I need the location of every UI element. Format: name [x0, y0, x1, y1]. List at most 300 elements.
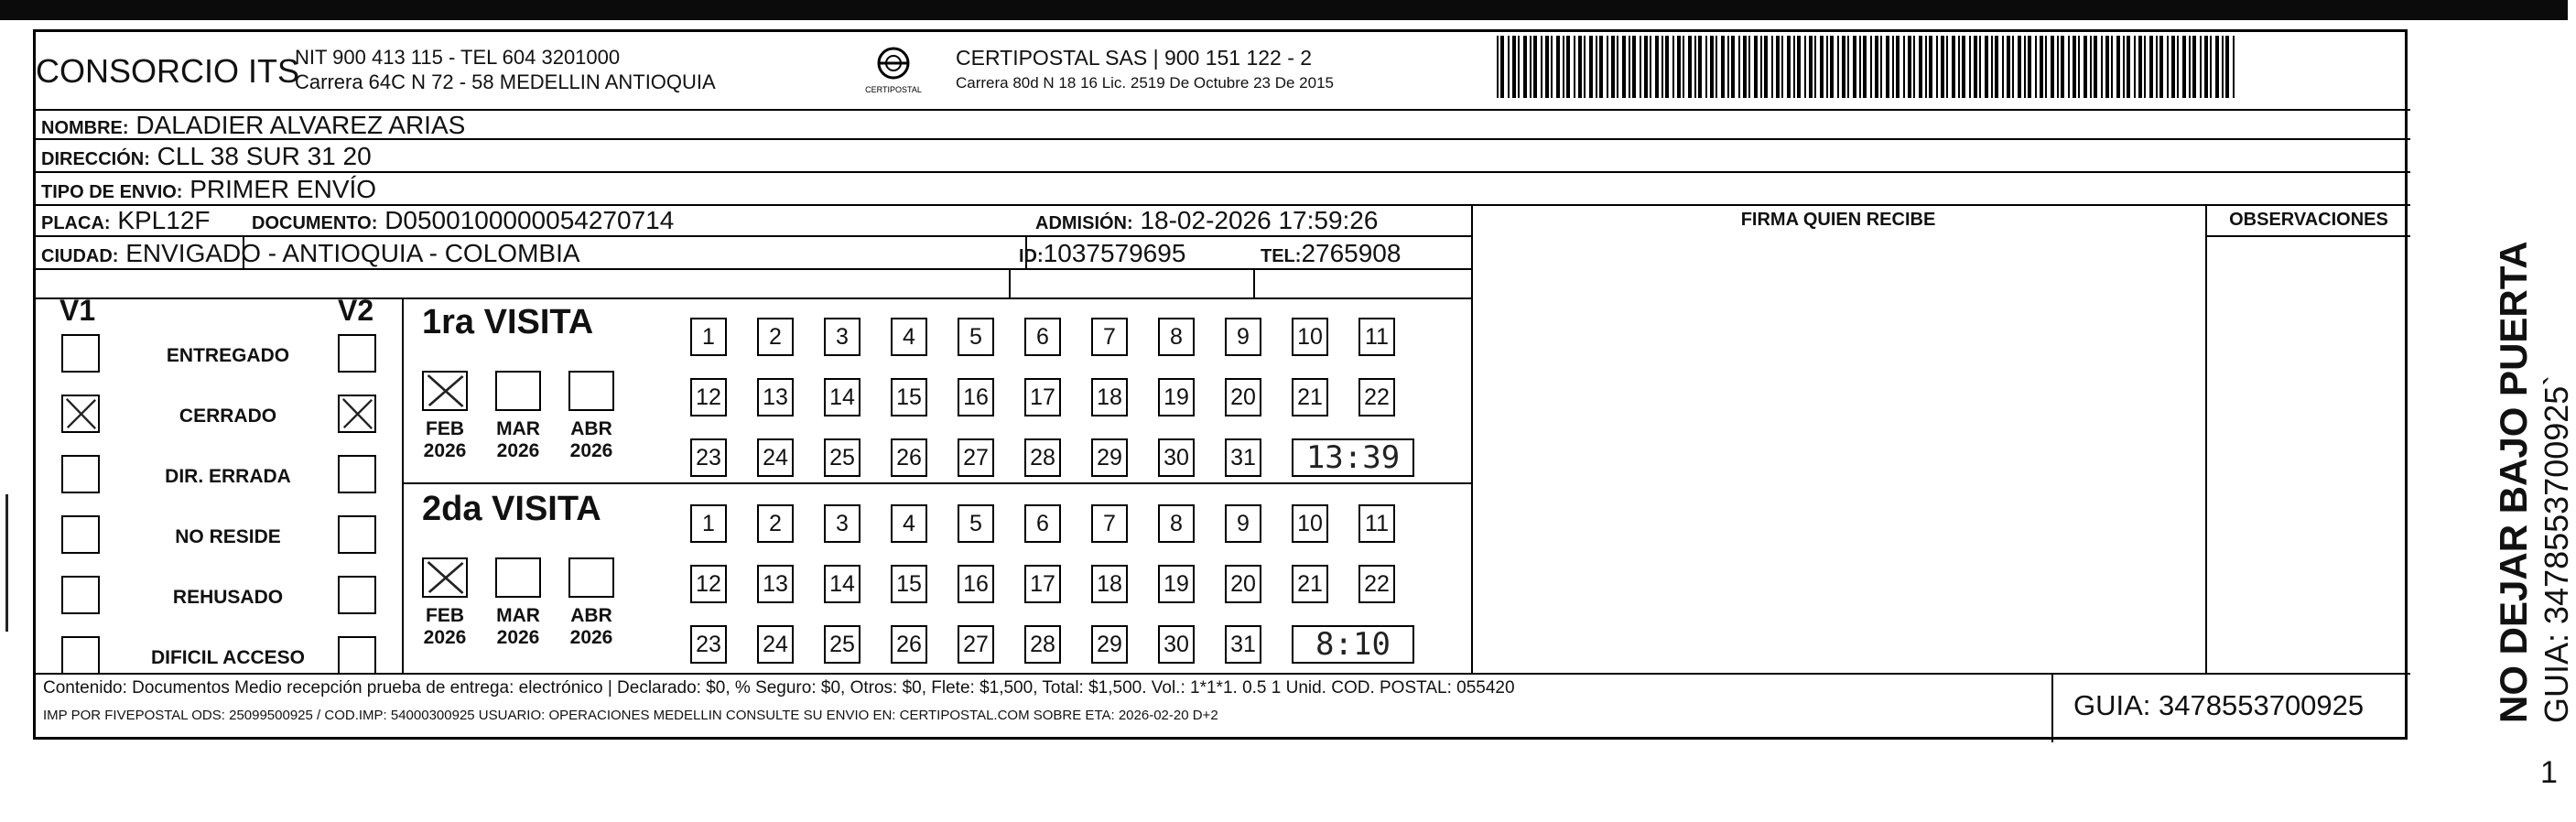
month-checkbox[interactable]	[495, 371, 541, 411]
firma-header: FIRMA QUIEN RECIBE	[1740, 210, 1936, 230]
barcode-bar	[1826, 36, 1828, 98]
day-box[interactable]: 30	[1158, 438, 1195, 477]
month-name: ABR	[570, 418, 612, 439]
barcode-bar	[1771, 36, 1773, 98]
barcode-bar	[1578, 36, 1582, 98]
day-box[interactable]: 4	[891, 318, 927, 356]
v2-checkbox[interactable]	[338, 455, 376, 493]
logo-lettering: CERTIPOSTAL	[865, 85, 922, 94]
barcode-bar	[1694, 36, 1696, 98]
barcode-bar	[2222, 36, 2224, 98]
barcode-bar	[2090, 36, 2092, 98]
barcode-bar	[1875, 36, 1878, 98]
day-box[interactable]: 7	[1091, 318, 1128, 356]
day-box[interactable]: 31	[1225, 625, 1261, 664]
barcode-bar	[1870, 36, 1872, 98]
barcode-bar	[1599, 36, 1603, 98]
barcode-bar	[2045, 36, 2047, 98]
day-box[interactable]: 29	[1091, 625, 1128, 664]
barcode-bar	[1814, 36, 1816, 98]
barcode-bar	[1880, 36, 1882, 98]
placa-field	[41, 206, 211, 238]
v1-checkbox[interactable]	[61, 636, 100, 675]
visit-time: 8:10	[1292, 625, 1414, 664]
barcode-bar	[1941, 36, 1944, 98]
month-name: ABR	[570, 605, 612, 626]
barcode-bar	[1661, 36, 1663, 98]
barcode-bar	[1632, 36, 1636, 98]
month-label	[561, 418, 622, 462]
day-box[interactable]: 3	[824, 318, 860, 356]
barcode-bar	[1574, 36, 1575, 98]
certipostal-logo	[860, 41, 927, 100]
barcode-bar	[1787, 36, 1791, 98]
month-year: 2026	[569, 627, 613, 648]
barcode-bar	[1929, 36, 1932, 98]
barcode-bar	[1952, 36, 1955, 98]
handwritten-x-mark	[63, 396, 98, 431]
v1-checkbox[interactable]	[61, 455, 100, 493]
day-box[interactable]: 14	[824, 565, 860, 603]
v1-checkbox[interactable]	[61, 576, 100, 614]
top-border-bar	[0, 0, 2568, 20]
barcode-bar	[1958, 36, 1960, 98]
barcode-bar	[1497, 36, 1499, 98]
ciudad-value: ENVIGADO - ANTIOQUIA - COLOMBIA	[125, 239, 580, 267]
barcode-bar	[1721, 36, 1725, 98]
barcode-bar	[1896, 36, 1900, 98]
day-box[interactable]: 26	[891, 438, 927, 477]
barcode-bar	[2028, 36, 2031, 98]
day-box[interactable]: 5	[958, 504, 994, 543]
barcode-bar	[1727, 36, 1729, 98]
barcode-bar	[1863, 36, 1867, 98]
placa-label: PLACA:	[41, 213, 111, 233]
barcode-bar	[1936, 36, 1938, 98]
barcode-bar	[1644, 36, 1648, 98]
day-box[interactable]: 17	[1024, 565, 1061, 603]
barcode-bar	[1677, 36, 1681, 98]
month-year: 2026	[423, 440, 467, 461]
day-box[interactable]: 29	[1091, 438, 1128, 477]
rule	[1253, 268, 1255, 297]
day-box[interactable]: 3	[824, 504, 860, 543]
company-info	[295, 45, 716, 94]
v1-checkbox[interactable]	[61, 334, 100, 373]
print-info-line: IMP POR FIVEPOSTAL ODS: 25099500925 / COD.IMP: 54000300925 USUARIO: OPERACIONES MEDELLIN CONSULTE SU ENVIO EN: CERTIPOSTAL.COM SOBRE ETA: 2026-02-20 D+2	[43, 708, 1218, 723]
company-name: CONSORCIO ITS	[36, 52, 300, 90]
barcode-bar	[1925, 36, 1927, 98]
day-box[interactable]: 21	[1292, 565, 1328, 603]
v2-header: V2	[338, 294, 374, 327]
barcode-bar	[1566, 36, 1570, 98]
state-label: CERRADO	[179, 406, 277, 427]
barcode-bar	[1946, 36, 1948, 98]
day-box[interactable]: 25	[824, 625, 860, 664]
barcode-bar	[1892, 36, 1894, 98]
barcode-bar	[1995, 36, 1998, 98]
day-box[interactable]: 2	[757, 504, 794, 543]
rule	[36, 297, 1471, 299]
v1-header: V1	[60, 294, 96, 327]
month-checkbox[interactable]	[422, 557, 468, 598]
handwritten-x-mark	[424, 373, 466, 409]
month-label	[415, 605, 475, 649]
month-name: MAR	[496, 605, 540, 626]
day-box[interactable]: 25	[824, 438, 860, 477]
barcode-bar	[1748, 36, 1750, 98]
day-box[interactable]: 9	[1225, 504, 1261, 543]
barcode-bar	[2094, 36, 2097, 98]
id-field	[1019, 239, 1185, 271]
month-year: 2026	[423, 627, 467, 648]
certipostal-address: Carrera 80d N 18 16 Lic. 2519 De Octubre 23 De 2015	[956, 74, 1334, 92]
barcode-bar	[1589, 36, 1593, 98]
rule	[36, 171, 2410, 173]
day-box[interactable]: 15	[891, 378, 927, 416]
day-box[interactable]: 1	[690, 504, 727, 543]
barcode-bar	[2035, 36, 2037, 98]
day-box[interactable]: 22	[1358, 378, 1395, 416]
observaciones-header: OBSERVACIONES	[2229, 210, 2388, 230]
day-box[interactable]: 19	[1158, 565, 1195, 603]
day-box[interactable]: 16	[958, 378, 994, 416]
barcode-bar	[2007, 36, 2010, 98]
month-name: FEB	[426, 605, 464, 626]
month-checkbox[interactable]	[568, 557, 614, 598]
month-label	[415, 418, 475, 462]
barcode-bar	[2189, 36, 2191, 98]
v2-checkbox[interactable]	[338, 334, 376, 373]
month-label	[561, 605, 622, 649]
day-box[interactable]: 30	[1158, 625, 1195, 664]
day-box[interactable]: 14	[824, 378, 860, 416]
barcode-bar	[1903, 36, 1905, 98]
barcode-bar	[1500, 36, 1504, 98]
nombre-field	[41, 111, 465, 143]
day-box[interactable]: 22	[1358, 565, 1395, 603]
barcode-bar	[1655, 36, 1659, 98]
day-box[interactable]: 18	[1091, 378, 1128, 416]
barcode-bar	[2116, 36, 2120, 98]
day-box[interactable]: 7	[1091, 504, 1128, 543]
month-label	[488, 605, 548, 649]
barcode-bar	[1919, 36, 1922, 98]
day-box[interactable]: 18	[1091, 565, 1128, 603]
barcode-bar	[1563, 36, 1564, 98]
day-box[interactable]: 28	[1024, 438, 1061, 477]
rule	[1009, 268, 1011, 297]
form-header	[36, 32, 2405, 109]
barcode-bar	[2040, 36, 2043, 98]
day-box[interactable]: 10	[1292, 504, 1328, 543]
barcode-bar	[1962, 36, 1965, 98]
barcode-bar	[1738, 36, 1740, 98]
day-box[interactable]: 11	[1358, 318, 1395, 356]
admision-value: 18-02-2026 17:59:26	[1140, 206, 1379, 234]
v2-checkbox[interactable]	[338, 515, 376, 554]
barcode-bar	[2078, 36, 2080, 98]
tipo-field	[41, 175, 376, 207]
v2-checkbox[interactable]	[338, 576, 376, 614]
barcode-bar	[1776, 36, 1780, 98]
barcode-bar	[1985, 36, 1988, 98]
company-nit: NIT 900 413 115 - TEL 604 3201000	[295, 46, 621, 69]
month-year: 2026	[569, 440, 613, 461]
month-checkbox[interactable]	[495, 557, 541, 598]
barcode-bar	[2105, 36, 2109, 98]
tel-value: 2765908	[1301, 239, 1402, 267]
day-box[interactable]: 12	[690, 378, 727, 416]
barcode-bar	[2068, 36, 2070, 98]
admision-label: ADMISIÓN:	[1035, 213, 1133, 233]
day-box[interactable]: 9	[1225, 318, 1261, 356]
day-box[interactable]: 28	[1024, 625, 1061, 664]
day-box[interactable]: 31	[1225, 438, 1261, 477]
month-name: FEB	[426, 418, 464, 439]
day-box[interactable]: 23	[690, 438, 727, 477]
handwritten-x-mark	[340, 396, 374, 431]
barcode-bar	[2084, 36, 2087, 98]
month-checkbox[interactable]	[568, 371, 614, 411]
barcode-bar	[1969, 36, 1971, 98]
tipo-label: TIPO DE ENVIO:	[41, 182, 183, 202]
visit-title: 1ra VISITA	[422, 303, 594, 341]
barcode-bar	[1908, 36, 1911, 98]
barcode-bar	[1611, 36, 1615, 98]
barcode-bar	[1518, 36, 1520, 98]
no-dejar-warning: NO DEJAR BAJO PUERTA	[2492, 241, 2535, 723]
barcode-bar	[1913, 36, 1915, 98]
barcode-bar	[1508, 36, 1510, 98]
barcode-bar	[2002, 36, 2004, 98]
month-year: 2026	[496, 440, 540, 461]
barcode-bar	[1716, 36, 1717, 98]
day-box[interactable]: 13	[757, 378, 794, 416]
barcode-bar	[1617, 36, 1618, 98]
barcode-bar	[1886, 36, 1889, 98]
barcode-bar	[2101, 36, 2103, 98]
state-label: REHUSADO	[172, 587, 284, 608]
barcode-bar	[1688, 36, 1692, 98]
side-guia-number: GUIA: 3478553700925`	[2538, 374, 2575, 723]
barcode-bar	[1837, 36, 1839, 98]
barcode-bar	[2111, 36, 2113, 98]
barcode-bar	[1830, 36, 1834, 98]
state-label: ENTREGADO	[166, 345, 290, 366]
v2-checkbox[interactable]	[338, 395, 376, 433]
day-box[interactable]: 26	[891, 625, 927, 664]
barcode-bar	[1533, 36, 1537, 98]
contents-line: Contenido: Documentos Medio recepción prueba de entrega: electrónico | Declarado: $0, % Seguro: $0, Otros: $0, Flete: $1,500, Total: $1,500. Vol.: 1*1*1. 0.5 1 Unid. COD. POSTAL: 055420	[43, 678, 1515, 698]
barcode-bar	[2215, 36, 2219, 98]
visit-time: 13:39	[1292, 438, 1414, 477]
barcode-bar	[1760, 36, 1762, 98]
day-box[interactable]: 5	[958, 318, 994, 356]
day-box[interactable]: 8	[1158, 318, 1195, 356]
day-box[interactable]: 24	[757, 438, 794, 477]
tipo-value: PRIMER ENVÍO	[189, 175, 377, 203]
direccion-label: DIRECCIÓN:	[41, 149, 150, 169]
barcode-bar	[1551, 36, 1553, 98]
v2-checkbox[interactable]	[338, 636, 376, 675]
barcode-bar	[2127, 36, 2130, 98]
day-box[interactable]: 27	[958, 438, 994, 477]
barcode-bar	[2156, 36, 2158, 98]
guia-number: GUIA: 3478553700925	[2073, 689, 2365, 721]
day-box[interactable]: 27	[958, 625, 994, 664]
rule	[2205, 204, 2207, 673]
ciudad-label: CIUDAD:	[41, 246, 119, 266]
barcode-bar	[2182, 36, 2186, 98]
state-label: DIR. ERRADA	[165, 466, 291, 487]
nombre-value: DALADIER ALVAREZ ARIAS	[135, 111, 466, 139]
barcode-bar	[1622, 36, 1626, 98]
barcode-bar	[1809, 36, 1813, 98]
state-label: DIFICIL ACCESO	[150, 647, 305, 668]
day-box[interactable]: 13	[757, 565, 794, 603]
barcode-bar	[2051, 36, 2054, 98]
month-label	[488, 418, 548, 462]
day-box[interactable]: 4	[891, 504, 927, 543]
barcode-bar	[2061, 36, 2064, 98]
page-number: 1	[2540, 755, 2558, 790]
month-checkbox[interactable]	[422, 371, 468, 411]
certipostal-info	[956, 45, 1334, 96]
barcode-bar	[2018, 36, 2021, 98]
barcode-bar	[1974, 36, 1977, 98]
tel-label: TEL:	[1261, 246, 1302, 266]
barcode-bar	[1556, 36, 1560, 98]
barcode-bar	[2159, 36, 2163, 98]
day-box[interactable]: 1	[690, 318, 727, 356]
shipment-barcode	[1497, 36, 2238, 98]
company-address: Carrera 64C N 72 - 58 MEDELLIN ANTIOQUIA	[295, 70, 716, 93]
barcode-bar	[2057, 36, 2059, 98]
day-box[interactable]: 16	[958, 565, 994, 603]
month-year: 2026	[496, 627, 540, 648]
day-box[interactable]: 21	[1292, 378, 1328, 416]
barcode-bar	[2024, 36, 2026, 98]
day-box[interactable]: 15	[891, 565, 927, 603]
barcode-bar	[1793, 36, 1795, 98]
barcode-bar	[2138, 36, 2142, 98]
barcode-bar	[1629, 36, 1630, 98]
id-value: 1037579695	[1043, 239, 1186, 267]
barcode-bar	[2167, 36, 2169, 98]
barcode-bar	[1754, 36, 1758, 98]
barcode-bar	[1859, 36, 1861, 98]
month-name: MAR	[496, 418, 540, 439]
barcode-bar	[2204, 36, 2208, 98]
documento-label: DOCUMENTO:	[252, 213, 378, 233]
barcode-bar	[1842, 36, 1845, 98]
day-box[interactable]: 20	[1225, 378, 1261, 416]
barcode-bar	[1705, 36, 1707, 98]
day-box[interactable]: 10	[1292, 318, 1328, 356]
barcode-bar	[1710, 36, 1714, 98]
barcode-bar	[1853, 36, 1856, 98]
barcode-bar	[2123, 36, 2125, 98]
barcode-bar	[2144, 36, 2146, 98]
barcode-bar	[2149, 36, 2153, 98]
barcode-bar	[1731, 36, 1735, 98]
day-box[interactable]: 11	[1358, 504, 1395, 543]
barcode-bar	[1764, 36, 1768, 98]
barcode-bar	[2192, 36, 2196, 98]
barcode-bar	[1797, 36, 1801, 98]
day-box[interactable]: 19	[1158, 378, 1195, 416]
day-box[interactable]: 12	[690, 565, 727, 603]
barcode-bar	[1672, 36, 1674, 98]
admision-field	[1035, 206, 1378, 238]
tel-field	[1261, 239, 1401, 271]
day-box[interactable]: 20	[1225, 565, 1261, 603]
left-edge-mark	[5, 494, 8, 632]
rule	[2051, 673, 2053, 742]
barcode-bar	[2177, 36, 2179, 98]
barcode-bar	[2210, 36, 2212, 98]
barcode-bar	[2012, 36, 2014, 98]
barcode-bar	[1743, 36, 1747, 98]
day-box[interactable]: 6	[1024, 318, 1061, 356]
barcode-bar	[1640, 36, 1641, 98]
id-label: ID:	[1019, 246, 1044, 266]
barcode-bar	[1530, 36, 1532, 98]
direccion-field	[41, 142, 372, 174]
barcode-bar	[1596, 36, 1597, 98]
day-box[interactable]: 24	[757, 625, 794, 664]
handwritten-x-mark	[424, 559, 466, 596]
barcode-bar	[1584, 36, 1586, 98]
rule	[402, 482, 1471, 484]
barcode-bar	[1512, 36, 1516, 98]
barcode-bar	[2134, 36, 2136, 98]
barcode-bar	[1607, 36, 1608, 98]
barcode-bar	[1545, 36, 1549, 98]
day-box[interactable]: 23	[690, 625, 727, 664]
documento-value: D0500100000054270714	[384, 206, 675, 234]
nombre-label: NOMBRE:	[41, 118, 129, 138]
barcode-bar	[1665, 36, 1669, 98]
v1-checkbox[interactable]	[61, 515, 100, 554]
rule	[402, 297, 404, 673]
barcode-bar	[1683, 36, 1684, 98]
barcode-bar	[1979, 36, 1981, 98]
documento-field	[252, 206, 674, 238]
day-box[interactable]: 6	[1024, 504, 1061, 543]
rule	[36, 673, 2410, 675]
ciudad-field	[41, 239, 580, 271]
barcode-bar	[1698, 36, 1702, 98]
barcode-bar	[1847, 36, 1849, 98]
barcode-bar	[1781, 36, 1783, 98]
delivery-form	[33, 29, 2408, 740]
visit-title: 2da VISITA	[422, 490, 601, 528]
day-box[interactable]: 8	[1158, 504, 1195, 543]
certipostal-nit: CERTIPOSTAL SAS | 900 151 122 - 2	[956, 46, 1313, 70]
state-label: NO RESIDE	[175, 526, 281, 547]
v1-checkbox[interactable]	[61, 395, 100, 433]
day-box[interactable]: 2	[757, 318, 794, 356]
rule	[2205, 235, 2410, 237]
barcode-bar	[2171, 36, 2175, 98]
barcode-bar	[1650, 36, 1651, 98]
barcode-bar	[1804, 36, 1806, 98]
barcode-bar	[2233, 36, 2235, 98]
day-box[interactable]: 17	[1024, 378, 1061, 416]
barcode-bar	[2225, 36, 2229, 98]
